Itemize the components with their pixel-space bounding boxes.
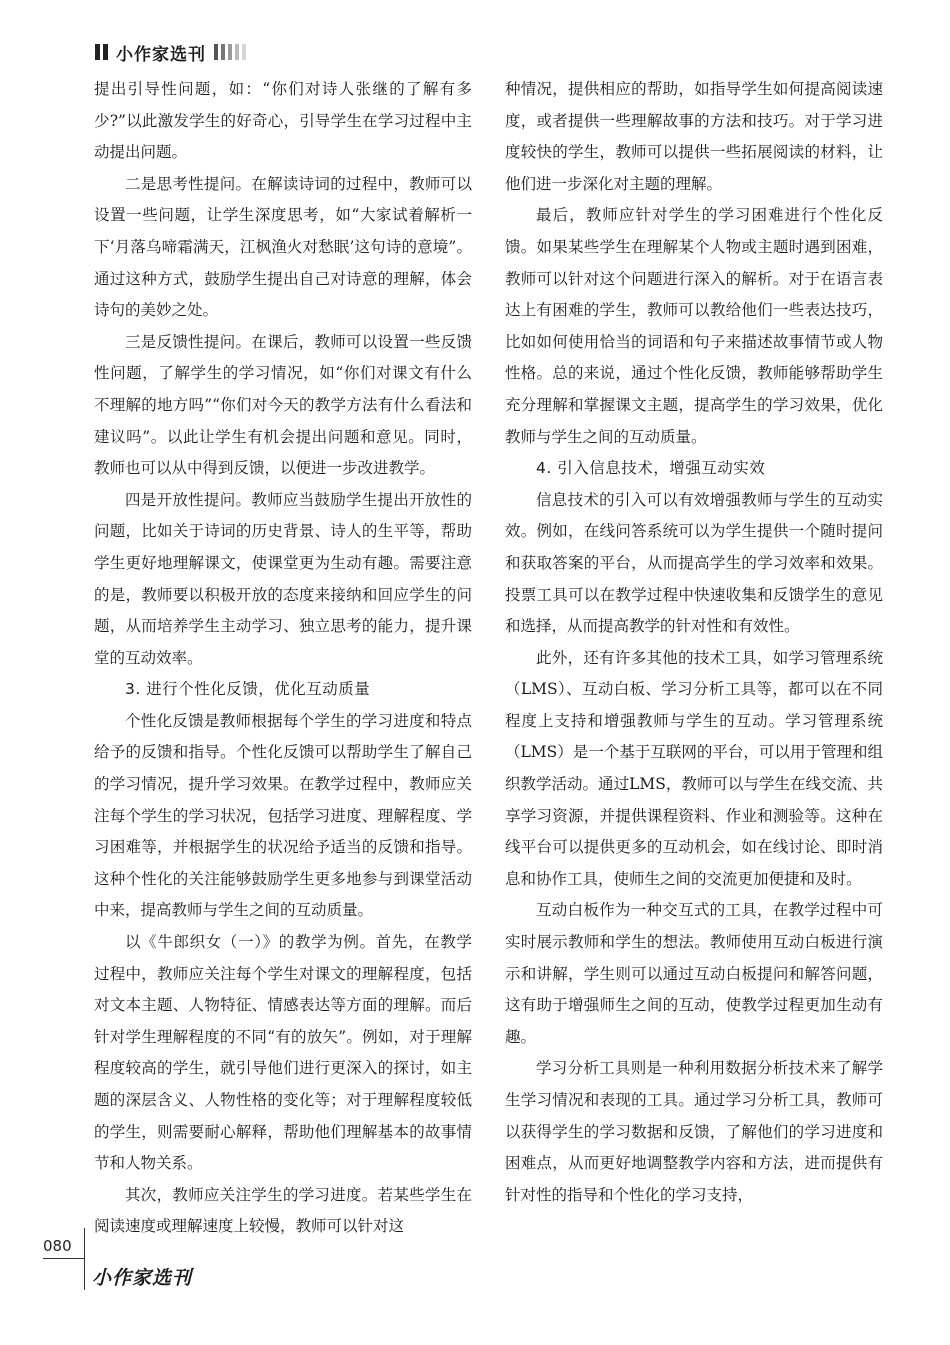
- paragraph: 学习分析工具则是一种利用数据分析技术来了解学生学习情况和表现的工具。通过学习分析工具，教师可以获得学生的学习数据和反馈，了解他们的学习进度和困难点，从而更好地调整教学内容和方法，进而提供有针对性的指导和个性化的学习支持，: [505, 1059, 883, 1204]
- running-header: [95, 40, 246, 64]
- page-number: 080: [43, 1237, 72, 1255]
- section-heading: 3. 进行个性化反馈，优化互动质量: [125, 680, 371, 699]
- paragraph: 此外，还有许多其他的技术工具，如学习管理系统（LMS）、互动白板、学习分析工具等，都可以在不同程度上支持和增强教师与学生的互动。学习管理系统（LMS）是一个基于互联网的平台，可以用于管理和组织教学活动。通过LMS，教师可以与学生在线交流、共享学习资源，并提供课程资料、作业和测验等。这种在线平台可以提供更多的互动机会，如在线讨论、即时消息和协作工具，使师生之间的交流更加便捷和及时。: [505, 648, 883, 888]
- footer-logo: 小作家选刊: [92, 1267, 193, 1289]
- journal-title: 小作家选刊: [116, 44, 206, 65]
- footer-rule-horizontal: [43, 1258, 84, 1259]
- paragraph: 以《牛郎织女（一）》的教学为例。首先，在教学过程中，教师应关注每个学生对课文的理解程度，包括对文本主题、人物特征、情感表达等方面的理解。而后针对学生理解程度的不同“有的放矢”。例如，对于理解程度较高的学生，就引导他们进行更深入的探讨，如主题的深层含义、人物性格的变化等；对于理解程度较低的学生，则需要耐心解释，帮助他们理解基本的故事情节和人物关系。: [94, 933, 472, 1173]
- paragraph: 种情况，提供相应的帮助，如指导学生如何提高阅读速度，或者提供一些理解故事的方法和技巧。对于学习进度较快的学生，教师可以提供一些拓展阅读的材料，让他们进一步深化对主题的理解。: [505, 80, 883, 193]
- right-column: [505, 74, 883, 1211]
- paragraph: 四是开放性提问。教师应当鼓励学生提出开放性的问题，比如关于诗词的历史背景、诗人的生平等，帮助学生更好地理解课文，使课堂更为生动有趣。需要注意的是，教师要以积极开放的态度来接纳和回应学生的问题，从而培养学生主动学习、独立思考的能力，提升课堂的互动效率。: [94, 490, 472, 667]
- footer-rule-vertical: [84, 1228, 85, 1290]
- paragraph: 三是反馈性提问。在课后，教师可以设置一些反馈性问题，了解学生的学习情况，如“你们对课文有什么不理解的地方吗”“你们对今天的教学方法有什么看法和建议吗”。以此让学生有机会提出问题和意见。同时，教师也可以从中得到反馈，以便进一步改进教学。: [94, 332, 472, 478]
- paragraph: 二是思考性提问。在解读诗词的过程中，教师可以设置一些问题，让学生深度思考，如“大家试着解析一下‘月落乌啼霜满天，江枫渔火对愁眠’这句诗的意境”。通过这种方式，鼓励学生提出自己对诗意的理解，体会诗句的美妙之处。: [94, 174, 472, 320]
- paragraph: 个性化反馈是教师根据每个学生的学习进度和特点给予的反馈和指导。个性化反馈可以帮助学生了解自己的学习情况，提升学习效果。在教学过程中，教师应关注每个学生的学习状况，包括学习进度、理解程度、学习困难等，并根据学生的状况给予适当的反馈和指导。这种个性化的关注能够鼓励学生更多地参与到课堂活动中来，提高教师与学生之间的互动质量。: [94, 711, 472, 920]
- header-bars-fade: [214, 44, 246, 60]
- paragraph: 最后，教师应针对学生的学习困难进行个性化反馈。如果某些学生在理解某个人物或主题时遇到困难，教师可以针对这个问题进行深入的解析。对于在语言表达上有困难的学生，教师可以教给他们一些表达技巧，比如如何使用恰当的词语和句子来描述故事情节或人物性格。总的来说，通过个性化反馈，教师能够帮助学生充分理解和掌握课文主题，提高学生的学习效果，优化教师与学生之间的互动质量。: [505, 206, 883, 446]
- header-bars-dark: [95, 44, 108, 60]
- paragraph: 信息技术的引入可以有效增强教师与学生的互动实效。例如，在线问答系统可以为学生提供一个随时提问和获取答案的平台，从而提高学生的学习效率和效果。投票工具可以在教学过程中快速收集和反馈学生的意见和选择，从而提高教学的针对性和有效性。: [505, 490, 883, 636]
- paragraph: 提出引导性问题，如：“你们对诗人张继的了解有多少?”以此激发学生的好奇心，引导学生在学习过程中主动提出问题。: [94, 80, 472, 162]
- section-heading: 4. 引入信息技术，增强互动实效: [536, 459, 766, 478]
- paragraph: 其次，教师应关注学生的学习进度。若某些学生在阅读速度或理解速度上较慢，教师可以针对这: [94, 1185, 472, 1236]
- paragraph: 互动白板作为一种交互式的工具，在教学过程中可实时展示教师和学生的想法。教师使用互动白板进行演示和讲解，学生则可以通过互动白板提问和解答问题，这有助于增强师生之间的互动，使教学过程更加生动有趣。: [505, 901, 883, 1046]
- left-column: [94, 74, 472, 1243]
